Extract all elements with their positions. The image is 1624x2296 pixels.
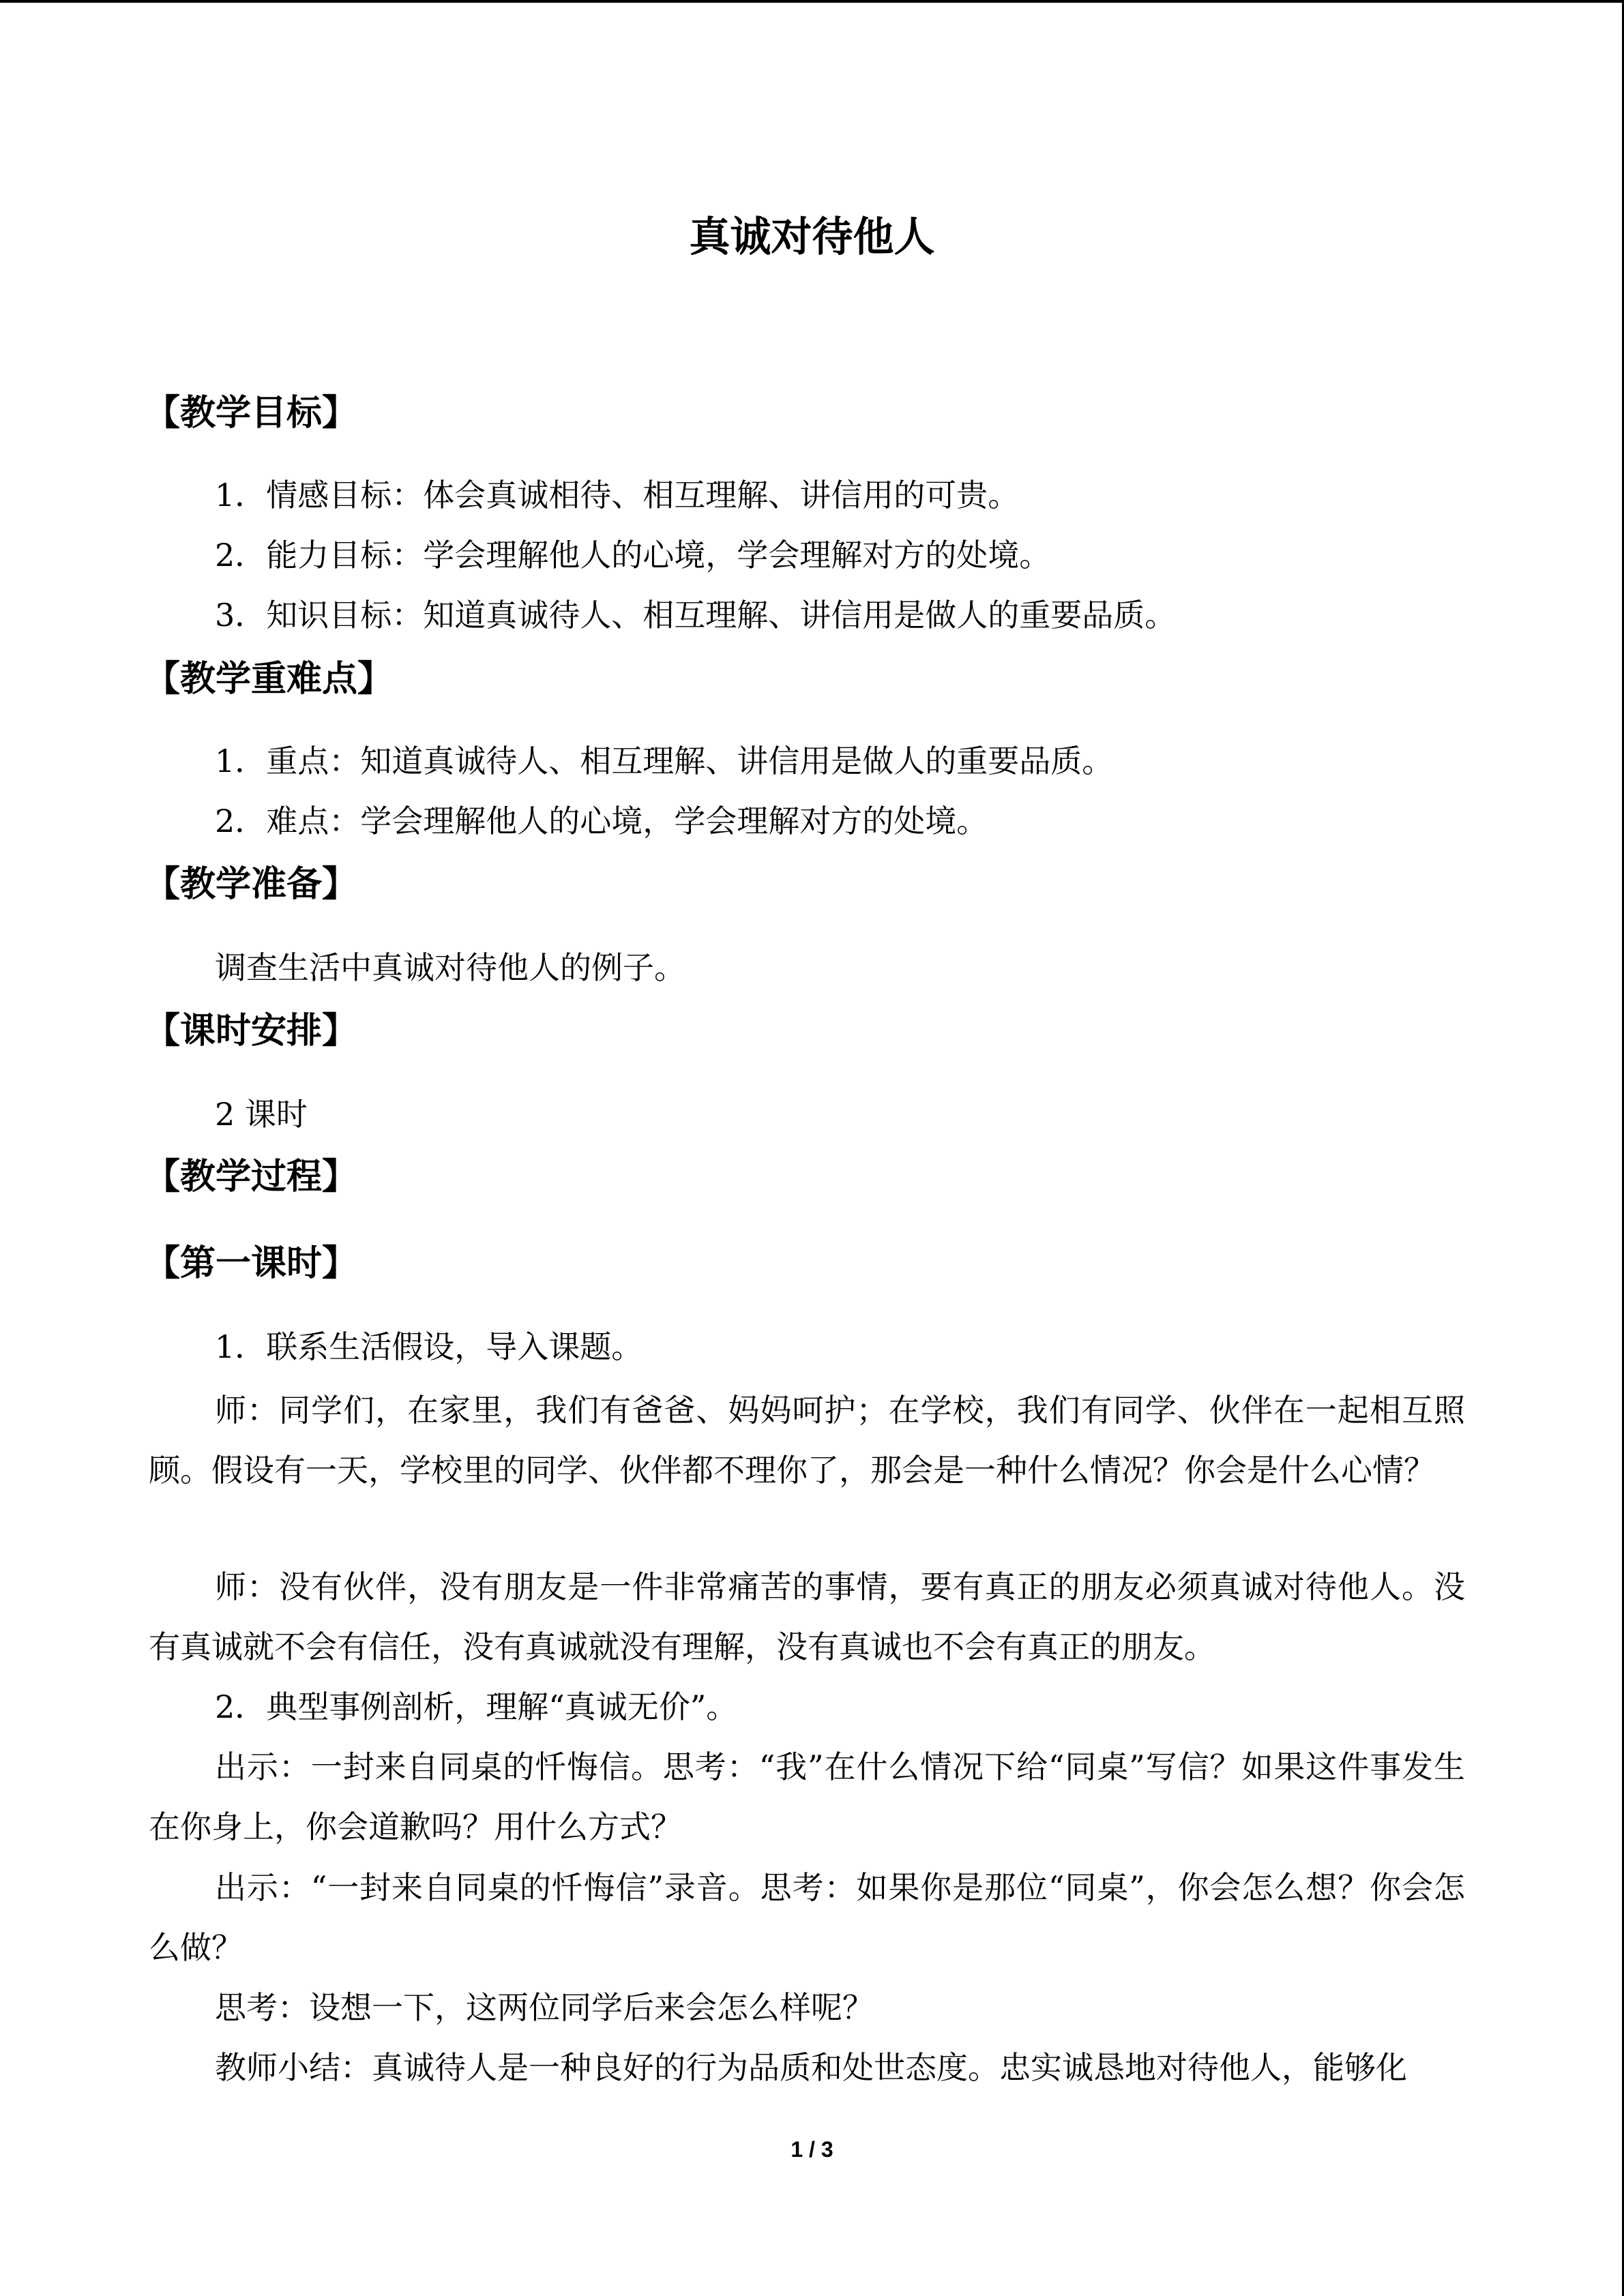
heading-schedule: 【课时安排】 — [145, 1011, 358, 1052]
key-point-item: 1．重点：知道真诚待人、相互理解、讲信用是做人的重要品质。 — [215, 743, 1114, 779]
lesson-paragraph: 出示：一封来自同桌的忏悔信。思考：“我”在什么情况下给“同桌”写信？如果这件事发生在你身上，你会道歉吗？用什么方式？ — [149, 1748, 1465, 1845]
schedule-text: 2 课时 — [215, 1096, 308, 1133]
document-title: 真诚对待他人 — [689, 213, 935, 261]
page-border-top — [0, 0, 1624, 3]
lesson-paragraph: 师：没有伙伴，没有朋友是一件非常痛苦的事情，要有真正的朋友必须真诚对待他人。没有真诚就不会有信任，没有真诚就没有理解，没有真诚也不会有真正的朋友。 — [149, 1568, 1465, 1665]
objective-item: 1．情感目标：体会真诚相待、相互理解、讲信用的可贵。 — [215, 477, 1020, 513]
heading-process: 【教学过程】 — [145, 1157, 358, 1197]
objective-item: 3．知识目标：知道真诚待人、相互理解、讲信用是做人的重要品质。 — [215, 597, 1177, 633]
heading-lesson-1: 【第一课时】 — [145, 1243, 358, 1284]
heading-objectives: 【教学目标】 — [145, 393, 358, 434]
lesson-paragraph: 出示：“一封来自同桌的忏悔信”录音。思考：如果你是那位“同桌”，你会怎么想？你会怎么做？ — [149, 1869, 1465, 1966]
lesson-paragraph: 1．联系生活假设，导入课题。 — [215, 1328, 643, 1365]
objective-item: 2．能力目标：学会理解他人的心境，学会理解对方的处境。 — [215, 537, 1051, 573]
page-number: 1 / 3 — [791, 2137, 833, 2162]
lesson-paragraph: 2．典型事例剖析，理解“真诚无价”。 — [215, 1688, 738, 1725]
heading-preparation: 【教学准备】 — [145, 864, 358, 905]
heading-key-points: 【教学重难点】 — [145, 659, 394, 700]
key-point-item: 2．难点：学会理解他人的心境，学会理解对方的处境。 — [215, 803, 988, 839]
lesson-paragraph: 教师小结：真诚待人是一种良好的行为品质和处世态度。忠实诚恳地对待他人，能够化 — [215, 2049, 1407, 2086]
preparation-text: 调查生活中真诚对待他人的例子。 — [215, 949, 685, 986]
lesson-paragraph: 思考：设想一下，这两位同学后来会怎么样呢？ — [215, 1989, 874, 2026]
lesson-paragraph: 师：同学们，在家里，我们有爸爸、妈妈呵护；在学校，我们有同学、伙伴在一起相互照顾。假设有一天，学校里的同学、伙伴都不理你了，那会是一种什么情况？你会是什么心情？ — [149, 1392, 1465, 1489]
